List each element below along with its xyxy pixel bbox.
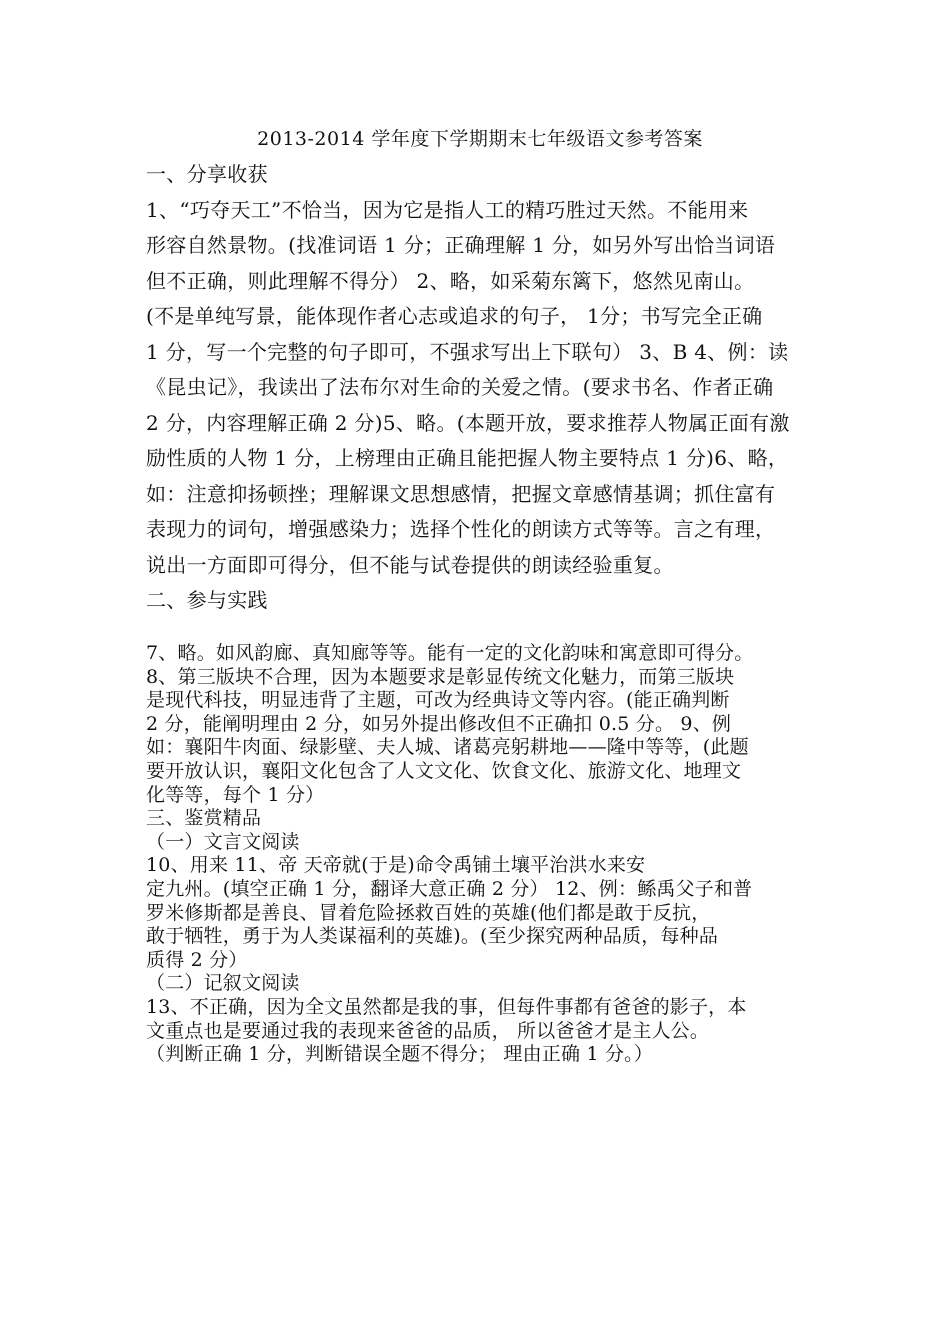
text-line: 如：注意抑扬顿挫；理解课文思想感情，把握文章感情基调；抓住富有 (146, 481, 776, 506)
text-line: 《昆虫记》，我读出了法布尔对生命的关爱之情。(要求书名、作者正确 (146, 375, 774, 399)
text-line: 是现代科技，明显违背了主题，可改为经典诗文等内容。(能正确判断 (146, 689, 730, 712)
document-title: 2013-2014 学年度下学期期末七年级语文参考答案 (257, 128, 703, 150)
text-line: （判断正确 1 分，判断错误全题不得分； 理由正确 1 分。） (146, 1043, 654, 1066)
text-line: 如：襄阳牛肉面、绿影壁、夫人城、诸葛亮躬耕地——隆中等等，(此题 (146, 736, 749, 759)
text-line: 13、不正确，因为全文虽然都是我的事，但每件事都有爸爸的影子，本 (146, 995, 747, 1018)
text-line: 2 分，能阐明理由 2 分，如另外提出修改但不正确扣 0.5 分。 9、例 (146, 712, 732, 735)
text-line: 质得 2 分） (146, 948, 248, 971)
subsection-heading-classical: （一）文言文阅读 (146, 830, 300, 853)
text-line: 说出一方面即可得分，但不能与试卷提供的朗读经验重复。 (146, 552, 674, 577)
text-line: 要开放认识，襄阳文化包含了人文文化、饮食文化、旅游文化、地理文 (146, 759, 742, 782)
text-line: 定九州。(填空正确 1 分，翻译大意正确 2 分） 12、例：鲧禹父子和普 (146, 877, 753, 900)
section-heading-2: 二、参与实践 (146, 588, 268, 612)
text-line: 8、第三版块不合理，因为本题要求是彰显传统文化魅力，而第三版块 (146, 665, 735, 688)
text-line: 10、用来 11、帝 天帝就(于是)命令禹铺土壤平治洪水来安 (146, 854, 646, 877)
text-line: 形容自然景物。(找准词语 1 分；正确理解 1 分，如另外写出恰当词语 (146, 233, 776, 257)
section-practice-appreciation (146, 642, 810, 1067)
text-line: 表现力的词句，增强感染力；选择个性化的朗读方式等等。言之有理， (146, 517, 776, 541)
text-line: 2 分，内容理解正确 2 分)5、略。(本题开放，要求推荐人物属正面有激 (146, 410, 790, 435)
text-line: 1 分，写一个完整的句子即可，不强求写出上下联句） 3、B 4、例：读 (146, 339, 789, 364)
section-share-harvest (146, 157, 810, 619)
text-line: (不是单纯写景，能体现作者心志或追求的句子， 1分；书写完全正确 (146, 304, 763, 328)
text-line: 化等等，每个 1 分） (146, 783, 325, 806)
subsection-heading-narrative: （二）记叙文阅读 (146, 972, 300, 995)
section-heading-3: 三、鉴赏精品 (146, 807, 262, 830)
text-line: 1、“巧夺天工”不恰当，因为它是指人工的精巧胜过天然。不能用来 (146, 197, 749, 222)
section-heading-1: 一、分享收获 (146, 162, 268, 186)
text-line: 罗米修斯都是善良、冒着危险拯救百姓的英雄(他们都是敢于反抗， (146, 901, 711, 924)
text-line: 7、略。如风韵廊、真知廊等等。能有一定的文化韵味和寓意即可得分。 (146, 642, 754, 664)
text-line: 敢于牺牲，勇于为人类谋福利的英雄)。(至少探究两种品质，每种品 (146, 925, 719, 948)
text-line: 但不正确，则此理解不得分） 2、略，如采菊东篱下，悠然见南山。 (146, 268, 755, 293)
text-line: 文重点也是要通过我的表现来爸爸的品质， 所以爸爸才是主人公。 (146, 1019, 710, 1042)
text-line: 励性质的人物 1 分，上榜理由正确且能把握人物主要特点 1 分)6、略， (146, 446, 789, 470)
